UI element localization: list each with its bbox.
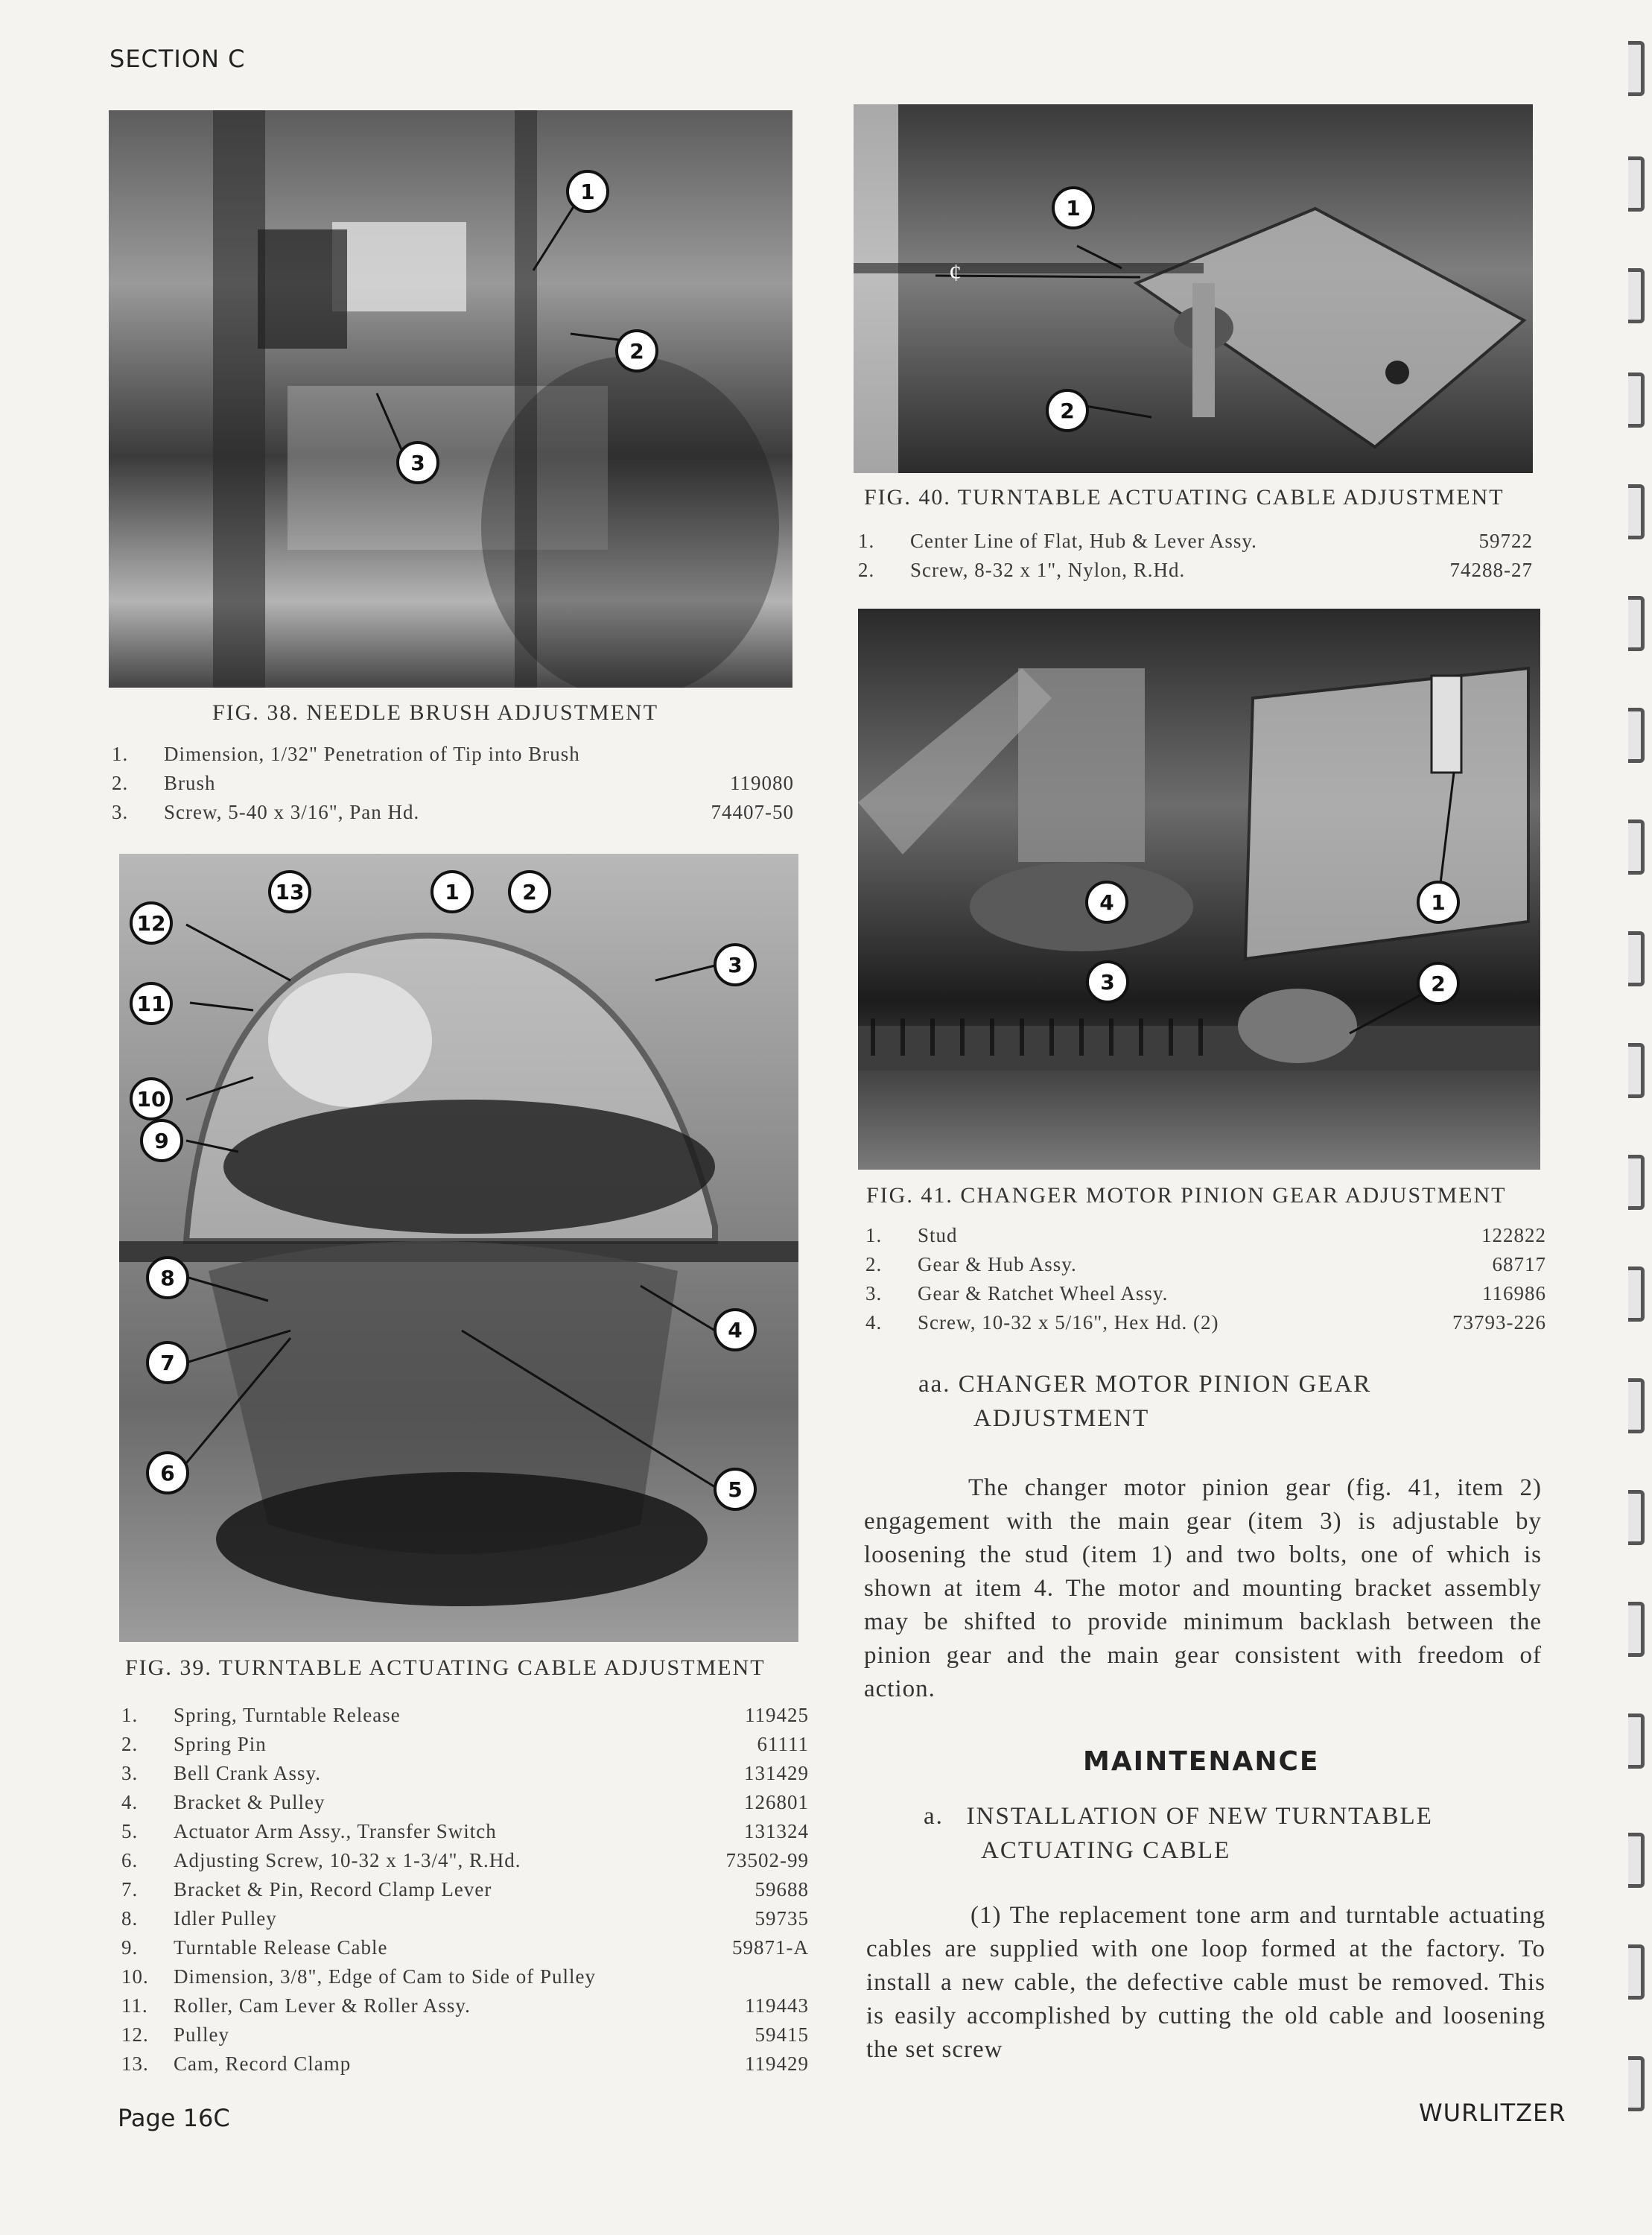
parts-row: 2. Gear & Hub Assy. 68717 — [865, 1253, 1546, 1275]
fig39-callout-2: 2 — [508, 870, 551, 913]
parts-row: 5. Actuator Arm Assy., Transfer Switch 131324 — [121, 1820, 809, 1842]
binding-ring — [1628, 268, 1645, 323]
binding-ring — [1628, 484, 1645, 539]
parts-row: 2. Brush 119080 — [112, 772, 794, 794]
fig38-photo — [109, 110, 792, 688]
parts-row: 1. Center Line of Flat, Hub & Lever Assy. 59722 — [858, 530, 1533, 552]
binding-ring — [1628, 820, 1645, 875]
binding-ring — [1628, 1266, 1645, 1322]
maintenance-subheading-line1: a. INSTALLATION OF NEW TURNTABLE — [924, 1803, 1433, 1830]
binding-ring — [1628, 41, 1645, 96]
fig39-callout-5: 5 — [714, 1468, 757, 1511]
fig39-callout-13: 13 — [268, 870, 311, 913]
section-aa-paragraph: The changer motor pinion gear (fig. 41, item 2) engagement with the main gear (item 3) is adjustable by loosening the stud (item 1) and two bolts, one of which is shown at item 4. The motor and mounting bracket assembly may be shifted to provide minimum backlash between the pinion gear and the main gear consistent with freedom of action. — [864, 1474, 1542, 1702]
fig41-callout-1: 1 — [1417, 881, 1460, 924]
parts-row: 4. Screw, 10-32 x 5/16", Hex Hd. (2) 73793-226 — [865, 1311, 1546, 1334]
section-aa-heading-line2: ADJUSTMENT — [973, 1405, 1150, 1432]
binding-ring — [1628, 1490, 1645, 1545]
parts-row: 8. Idler Pulley 59735 — [121, 1907, 809, 1930]
fig39-callout-10: 10 — [130, 1077, 173, 1120]
fig41-callout-2: 2 — [1417, 962, 1460, 1005]
fig40-parts-list — [858, 530, 1533, 588]
parts-row: 4. Bracket & Pulley 126801 — [121, 1791, 809, 1813]
binding-ring — [1628, 1155, 1645, 1210]
parts-row: 11. Roller, Cam Lever & Roller Assy. 119443 — [121, 1994, 809, 2017]
binding-ring — [1628, 596, 1645, 651]
parts-row: 3. Gear & Ratchet Wheel Assy. 116986 — [865, 1282, 1546, 1304]
fig39-callout-7: 7 — [146, 1341, 189, 1384]
maintenance-title: MAINTENANCE — [1083, 1746, 1320, 1777]
parts-row: 3. Bell Crank Assy. 131429 — [121, 1762, 809, 1784]
parts-row: 2. Screw, 8-32 x 1", Nylon, R.Hd. 74288-27 — [858, 559, 1533, 581]
fig38-parts-list — [112, 743, 794, 830]
binding-ring — [1628, 931, 1645, 986]
fig39-callout-9: 9 — [140, 1119, 183, 1162]
fig38-caption: FIG. 38. NEEDLE BRUSH ADJUSTMENT — [212, 700, 659, 725]
binding-ring — [1628, 1833, 1645, 1888]
fig40-callout-2: 2 — [1046, 389, 1089, 432]
maintenance-subheading-line2: ACTUATING CABLE — [981, 1837, 1231, 1864]
fig39-callout-11: 11 — [130, 982, 173, 1025]
parts-row: 1. Spring, Turntable Release 119425 — [121, 1704, 809, 1726]
parts-row: 2. Spring Pin 61111 — [121, 1733, 809, 1755]
fig38-callout-2: 2 — [615, 329, 658, 372]
fig40-photo — [854, 104, 1533, 473]
fig40-caption: FIG. 40. TURNTABLE ACTUATING CABLE ADJUSTMENT — [864, 485, 1505, 510]
fig38-callout-1: 1 — [566, 170, 609, 213]
page-number: Page 16C — [118, 2104, 230, 2132]
binding-ring — [1628, 1043, 1645, 1098]
fig39-parts-list — [121, 1704, 809, 2082]
binding-ring — [1628, 1944, 1645, 2000]
section-aa-heading-line1: aa. CHANGER MOTOR PINION GEAR — [918, 1371, 1372, 1398]
fig39-caption: FIG. 39. TURNTABLE ACTUATING CABLE ADJUSTMENT — [125, 1655, 766, 1680]
binding-ring — [1628, 156, 1645, 212]
binding-ring — [1628, 708, 1645, 763]
binding-ring — [1628, 2056, 1645, 2111]
parts-row: 6. Adjusting Screw, 10-32 x 1-3/4", R.Hd. 73502-99 — [121, 1849, 809, 1871]
fig41-callout-3: 3 — [1086, 960, 1129, 1004]
parts-row: 1. Dimension, 1/32" Penetration of Tip into Brush — [112, 743, 580, 765]
centerline-mark: ¢ — [949, 259, 962, 287]
binding-ring — [1628, 1714, 1645, 1769]
maintenance-paragraph: (1) The replacement tone arm and turntable actuating cables are supplied with one loop formed at the factory. To install a new cable, the defective cable must be removed. This is easily accomplished by cutting the old cable and loosening the set screw — [866, 1902, 1545, 2063]
parts-row: 10. Dimension, 3/8", Edge of Cam to Side of Pulley — [121, 1965, 596, 1988]
fig41-photo — [858, 609, 1540, 1170]
binding-ring — [1628, 1602, 1645, 1657]
section-label: SECTION C — [109, 45, 246, 73]
fig39-callout-8: 8 — [146, 1256, 189, 1299]
parts-row: 1. Stud 122822 — [865, 1224, 1546, 1246]
parts-row: 7. Bracket & Pin, Record Clamp Lever 59688 — [121, 1878, 809, 1900]
binding-ring — [1628, 372, 1645, 428]
fig39-callout-3: 3 — [714, 943, 757, 986]
fig39-callout-12: 12 — [130, 901, 173, 945]
fig39-photo — [119, 854, 798, 1642]
fig38-callout-3: 3 — [396, 441, 439, 484]
fig41-parts-list — [865, 1224, 1546, 1340]
fig40-callout-1: 1 — [1052, 186, 1095, 229]
parts-row: 3. Screw, 5-40 x 3/16", Pan Hd. 74407-50 — [112, 801, 794, 823]
parts-row: 12. Pulley 59415 — [121, 2023, 809, 2046]
brand-name: WURLITZER — [1419, 2099, 1566, 2127]
fig41-caption: FIG. 41. CHANGER MOTOR PINION GEAR ADJUSTMENT — [866, 1183, 1507, 1208]
fig39-callout-4: 4 — [714, 1308, 757, 1351]
parts-row: 13. Cam, Record Clamp 119429 — [121, 2052, 809, 2075]
fig41-callout-4: 4 — [1085, 881, 1128, 924]
fig39-callout-6: 6 — [146, 1451, 189, 1494]
binding-ring — [1628, 1378, 1645, 1433]
fig39-callout-1: 1 — [431, 870, 474, 913]
parts-row: 9. Turntable Release Cable 59871-A — [121, 1936, 809, 1959]
